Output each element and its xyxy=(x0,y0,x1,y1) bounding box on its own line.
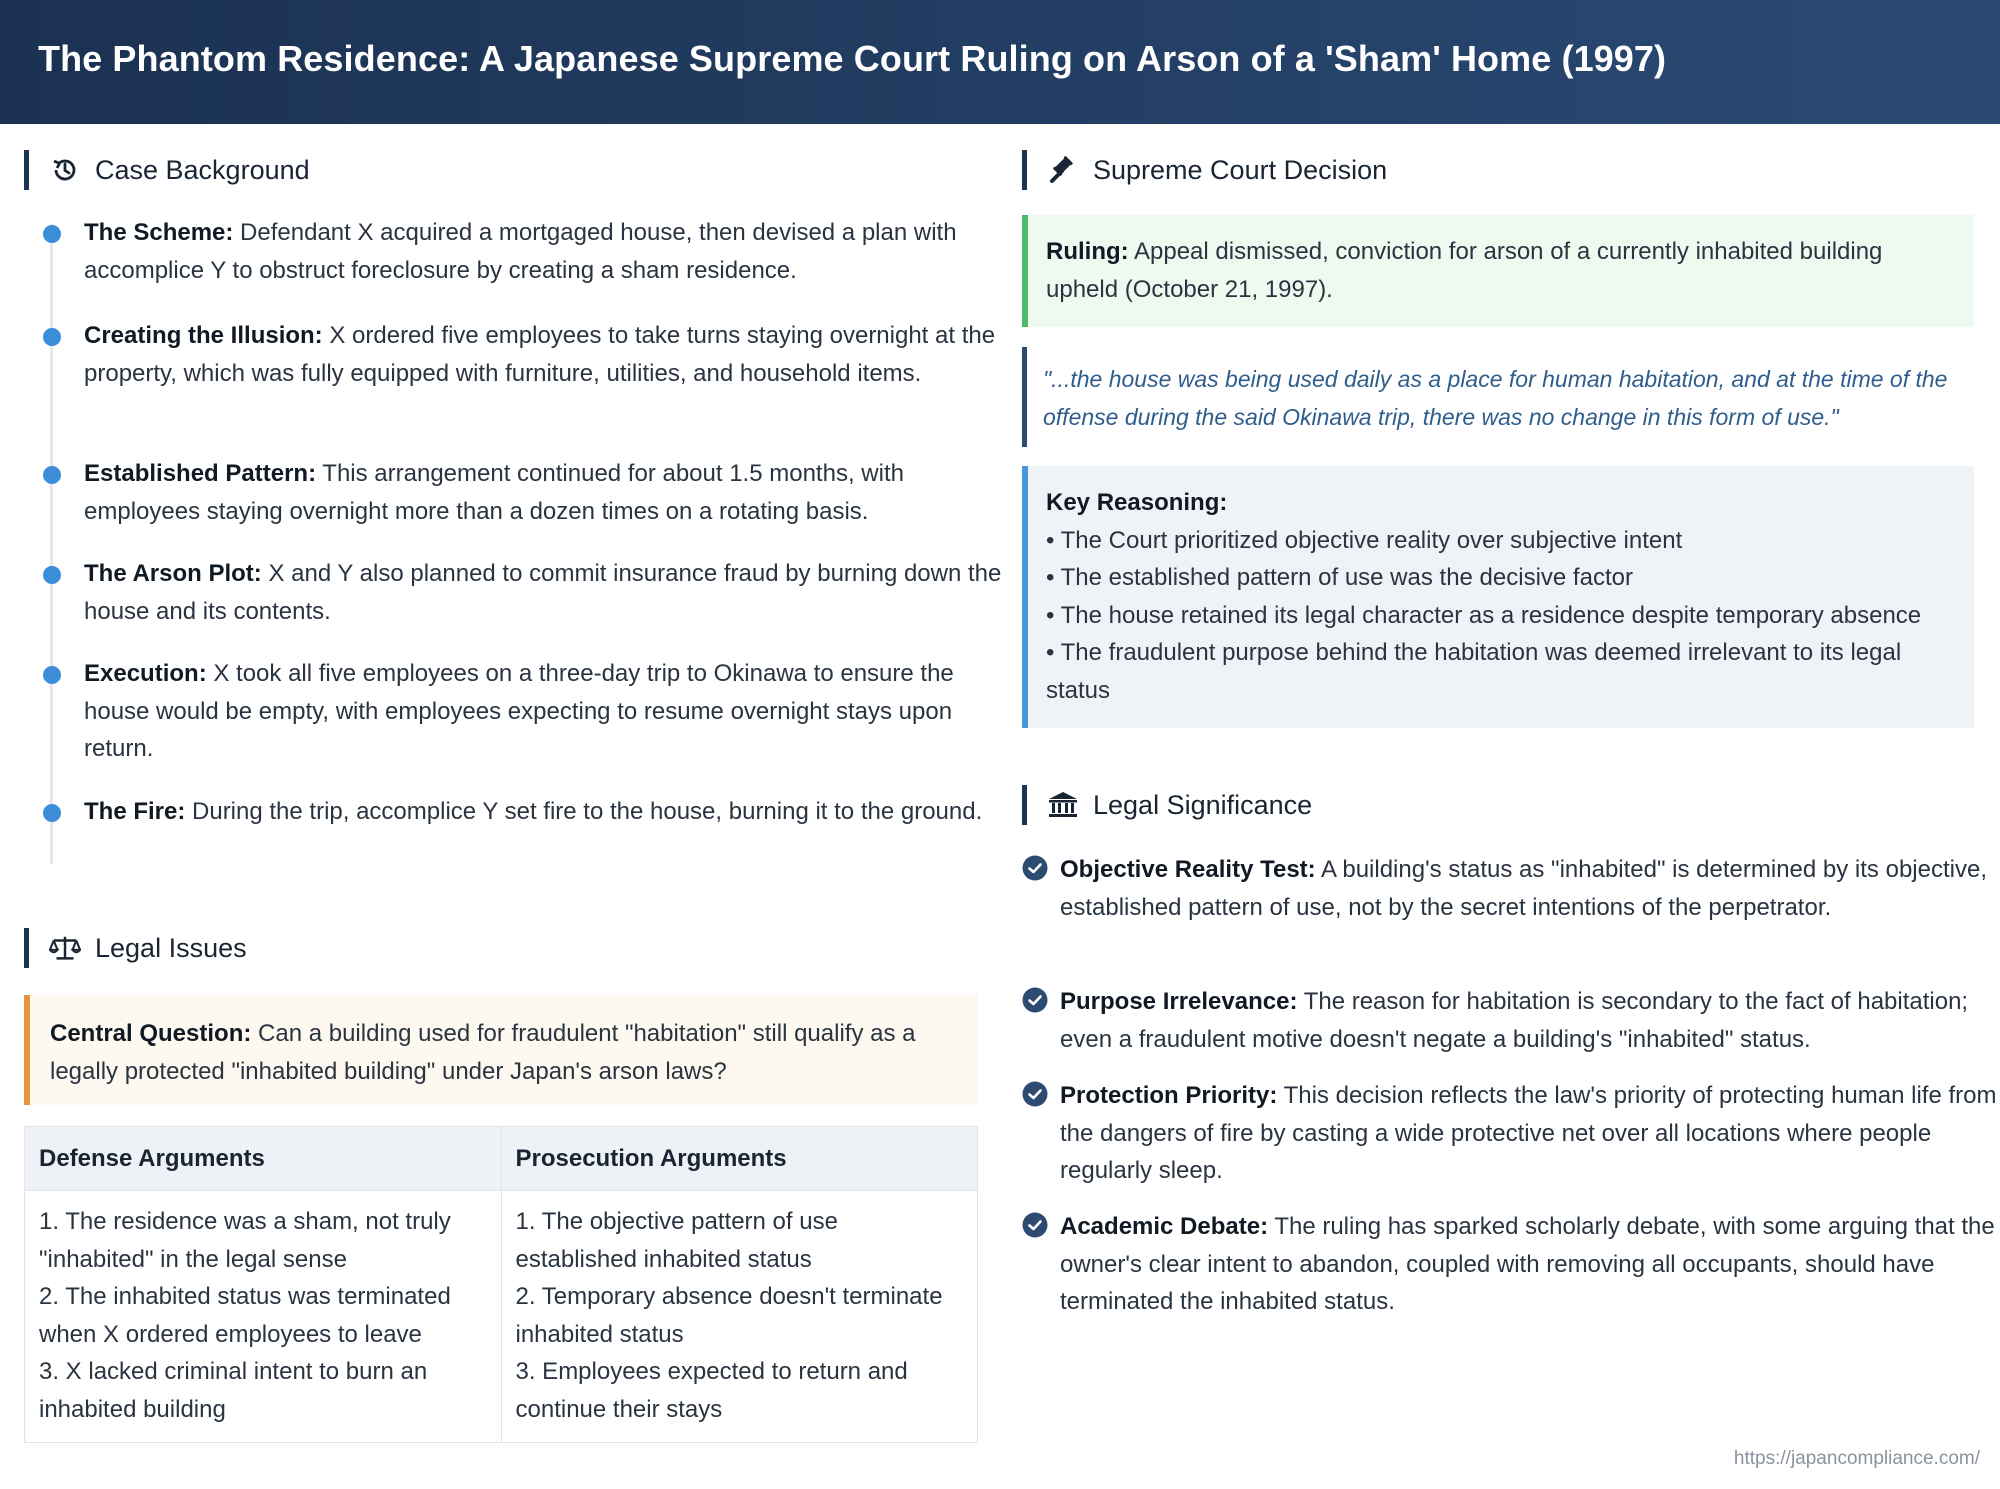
timeline-dot xyxy=(43,566,61,584)
defense-argument: 1. The residence was a sham, not truly "inhabited" in the legal sense xyxy=(39,1208,451,1273)
central-question-text: Can a building used for fraudulent "habitation" still qualify as a legally protected "inhabited building" under Japan's arson laws? xyxy=(50,1020,916,1085)
ruling-label: Ruling: xyxy=(1046,238,1129,265)
ruling-text: Appeal dismissed, conviction for arson of a currently inhabited building upheld (October 21, 1997). xyxy=(1046,238,1883,303)
gavel-icon xyxy=(1047,154,1079,186)
central-question-label: Central Question: xyxy=(50,1020,252,1047)
decision-heading xyxy=(1022,150,1387,190)
item-text: During the trip, accomplice Y set fire to the house, burning it to the ground. xyxy=(185,798,983,825)
item-text: X and Y also planned to commit insurance fraud by burning down the house and its contents. xyxy=(84,560,1002,625)
timeline-dot xyxy=(43,804,61,822)
item-text: Defendant X acquired a mortgaged house, then devised a plan with accomplice Y to obstruct foreclosure by creating a sham residence. xyxy=(84,219,957,284)
significance-heading xyxy=(1022,785,1312,825)
prosecution-argument: 3. Employees expected to return and continue their stays xyxy=(515,1358,908,1423)
legal-issues-heading xyxy=(24,928,247,968)
source-url[interactable]: https://japancompliance.com/ xyxy=(1733,1448,1980,1469)
item-label: The Scheme: xyxy=(84,219,234,246)
item-text: This decision reflects the law's priority of protecting human life from the dangers of fire by casting a wide protective net over all locations where people regularly sleep. xyxy=(1060,1082,1997,1184)
timeline-dot xyxy=(43,225,61,243)
item-label: Objective Reality Test: xyxy=(1060,856,1316,883)
prosecution-argument: 1. The objective pattern of use established inhabited status xyxy=(515,1208,838,1273)
item-text: This arrangement continued for about 1.5 months, with employees staying overnight more than a dozen times on a rotating basis. xyxy=(84,460,904,525)
check-circle-icon xyxy=(1022,1081,1048,1107)
reasoning-item: • The house retained its legal character as a residence despite temporary absence xyxy=(1046,601,1922,629)
prosecution-cell xyxy=(501,1191,978,1443)
section-title: Legal Issues xyxy=(95,932,247,963)
page-title: The Phantom Residence: A Japanese Supreme Court Ruling on Arson of a 'Sham' Home (1997) xyxy=(38,38,1667,79)
item-label: Academic Debate: xyxy=(1060,1213,1269,1240)
item-label: Execution: xyxy=(84,660,207,687)
court-quote xyxy=(1022,347,1974,447)
timeline-dot xyxy=(43,466,61,484)
table-row xyxy=(25,1191,978,1443)
timeline-dot xyxy=(43,666,61,684)
defense-cell xyxy=(25,1191,502,1443)
arguments-table xyxy=(24,1126,978,1443)
central-question-box xyxy=(24,995,978,1105)
timeline-rail xyxy=(50,224,53,864)
reasoning-item: • The established pattern of use was the decisive factor xyxy=(1046,564,1633,591)
prosecution-argument: 2. Temporary absence doesn't terminate inhabited status xyxy=(515,1283,943,1348)
item-label: Creating the Illusion: xyxy=(84,322,323,349)
table-header-row xyxy=(25,1127,978,1191)
check-circle-icon xyxy=(1022,987,1048,1013)
item-text: A building's status as "inhabited" is determined by its objective, established pattern of use, not by the secret intentions of the perpetrator. xyxy=(1060,856,1987,921)
page-header xyxy=(0,0,2000,124)
item-label: Protection Priority: xyxy=(1060,1082,1278,1109)
prosecution-header: Prosecution Arguments xyxy=(501,1127,978,1191)
defense-argument: 3. X lacked criminal intent to burn an inhabited building xyxy=(39,1358,428,1423)
check-circle-icon xyxy=(1022,855,1048,881)
item-label: The Arson Plot: xyxy=(84,560,262,587)
reasoning-title: Key Reasoning: xyxy=(1046,489,1228,516)
item-text: The reason for habitation is secondary to the fact of habitation; even a fraudulent motive doesn't negate a building's "inhabited" status. xyxy=(1060,988,1969,1053)
section-title: Supreme Court Decision xyxy=(1093,154,1388,185)
timeline-dot xyxy=(43,328,61,346)
history-icon xyxy=(49,154,81,186)
item-label: Purpose Irrelevance: xyxy=(1060,988,1298,1015)
scales-icon xyxy=(49,932,81,964)
item-text: X ordered five employees to take turns staying overnight at the property, which was fully equipped with furniture, utilities, and household items. xyxy=(84,322,996,387)
case-background-heading xyxy=(24,150,310,190)
reasoning-item: • The Court prioritized objective reality over subjective intent xyxy=(1046,526,1683,554)
defense-header: Defense Arguments xyxy=(25,1127,502,1191)
item-label: The Fire: xyxy=(84,798,186,825)
landmark-icon xyxy=(1047,789,1079,821)
section-title: Case Background xyxy=(95,154,310,185)
check-circle-icon xyxy=(1022,1212,1048,1238)
item-text: The ruling has sparked scholarly debate, with some arguing that the owner's clear intent to abandon, coupled with removing all occupants, should have terminated the inhabited status. xyxy=(1060,1213,1995,1315)
ruling-box xyxy=(1022,215,1974,327)
item-label: Established Pattern: xyxy=(84,460,317,487)
key-reasoning-box xyxy=(1022,466,1974,728)
quote-text: "...the house was being used daily as a place for human habitation, and at the time of the offense during the said Okinawa trip, there was no change in this form of use." xyxy=(1043,366,1948,430)
section-title: Legal Significance xyxy=(1093,789,1313,820)
defense-argument: 2. The inhabited status was terminated when X ordered employees to leave xyxy=(39,1283,451,1348)
reasoning-item: • The fraudulent purpose behind the habitation was deemed irrelevant to its legal status xyxy=(1046,639,1902,704)
item-text: X took all five employees on a three-day trip to Okinawa to ensure the house would be empty, with employees expecting to resume overnight stays upon return. xyxy=(84,660,954,762)
